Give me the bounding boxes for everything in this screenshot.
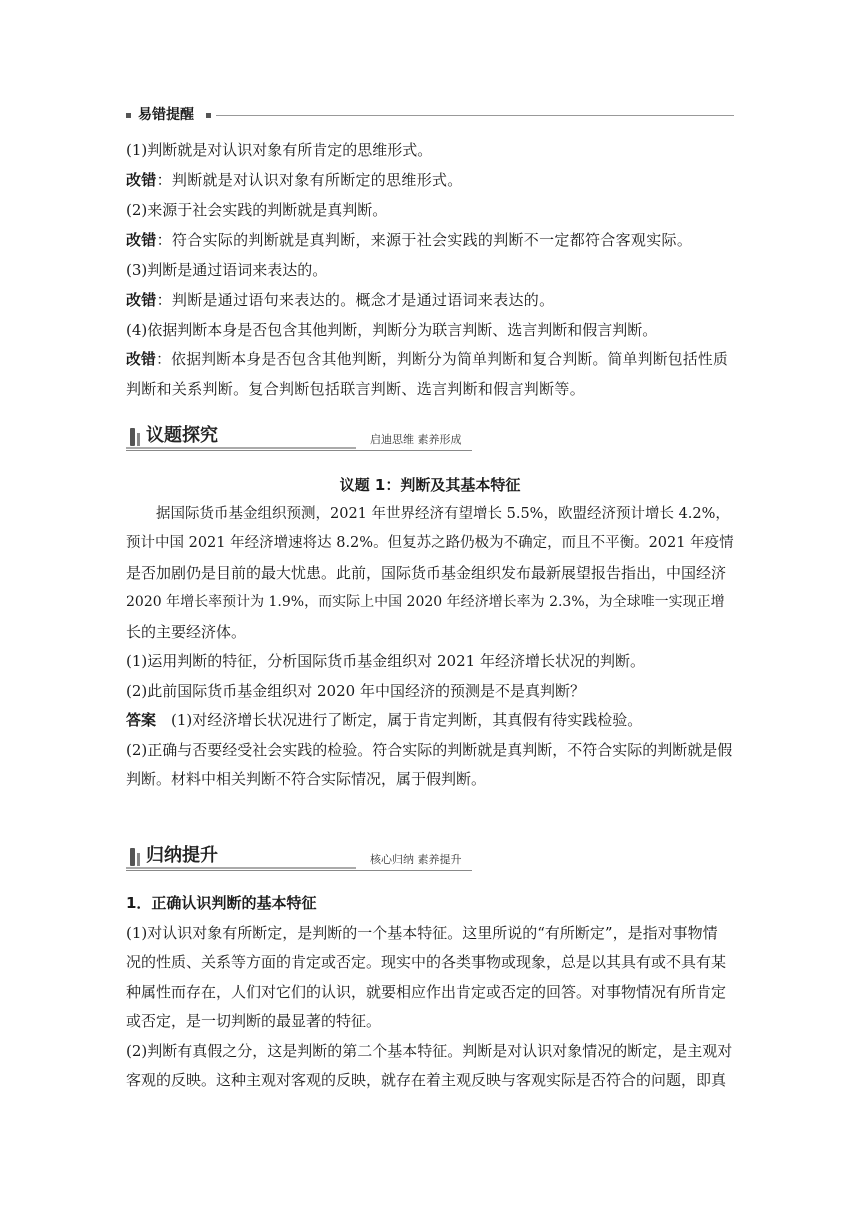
square-bullet-icon: [206, 113, 211, 118]
paragraph-line: 种属性而存在，人们对它们的认识，就要相应作出肯定或否定的回答。对事物情况有所肯定: [126, 983, 727, 1001]
tip-line: (2)来源于社会实践的判断就是真判断。: [126, 201, 388, 219]
topic-title: 议题 1：判断及其基本特征: [339, 476, 521, 494]
keyword-label: 答案: [126, 711, 157, 729]
answer-line: 答案 (1)对经济增长状况进行了断定，属于肯定判断，其真假有待实践检验。: [126, 711, 643, 729]
banner-bar-icon: [137, 433, 140, 446]
tip-correction-line: 改错：判断就是对认识对象有所断定的思维形式。: [126, 171, 463, 189]
question-line: (1)运用判断的特征，分析国际货币基金组织对 2021 年经济增长状况的判断。: [126, 652, 645, 670]
answer-line: (2)正确与否要经受社会实践的检验。符合实际的判断就是真判断，不符合实际的判断就是假: [126, 741, 733, 759]
banner-underline: [126, 867, 356, 869]
section-banner-summary: [126, 843, 472, 871]
keyword-label: 改错: [126, 351, 157, 368]
paragraph-line: 2020 年增长率预计为 1.9%，而实际上中国 2020 年经济增长率为 2.3%，为全球唯一实现正增: [126, 594, 725, 610]
tip-line: (3)判断是通过语词来表达的。: [126, 261, 328, 279]
banner-bar-icon: [137, 853, 140, 866]
paragraph-line: 长的主要经济体。: [126, 623, 247, 641]
paragraph-line: (2)判断有真假之分，这是判断的第二个基本特征。判断是对认识对象情况的断定，是主观对: [126, 1042, 733, 1060]
square-bullet-icon: [126, 113, 131, 118]
tip-correction-line: 判断和关系判断。复合判断包括联言判断、选言判断和假言判断等。: [126, 380, 586, 398]
tip-line: (4)依据判断本身是否包含其他判断，判断分为联言判断、选言判断和假言判断。: [126, 321, 658, 339]
tip-line: (1)判断就是对认识对象有所肯定的思维形式。: [126, 141, 433, 159]
tips-header-label: 易错提醒: [138, 107, 194, 123]
paragraph-line: 客观的反映。这种主观对客观的反映，就存在着主观反映与客观实际是否符合的问题，即真: [126, 1071, 727, 1089]
paragraph-line: 是否加剧仍是目前的最大忧患。此前，国际货币基金组织发布最新展望报告指出，中国经济: [126, 564, 727, 582]
paragraph-line: 据国际货币基金组织预测，2021 年世界经济有望增长 5.5%，欧盟经济预计增长 4.2%，: [156, 506, 730, 522]
tip-correction-line: 改错：依据判断本身是否包含其他判断，判断分为简单判断和复合判断。简单判断包括性质: [126, 351, 729, 368]
banner-underline: [126, 447, 356, 449]
tip-correction-line: 改错：判断是通过语句来表达的。概念才是通过语词来表达的。: [126, 291, 555, 309]
tip-correction-line: 改错：符合实际的判断就是真判断，来源于社会实践的判断不一定都符合客观实际。: [126, 231, 693, 249]
question-line: (2)此前国际货币基金组织对 2020 年中国经济的预测是不是真判断？: [126, 682, 585, 700]
banner-underline: [126, 870, 472, 871]
paragraph-line: 预计中国 2021 年经济增速将达 8.2%。但复苏之路仍极为不确定，而且不平衡。2021 年疫情: [126, 535, 734, 551]
summary-heading: 1．正确认识判断的基本特征: [126, 894, 317, 912]
banner-underline: [126, 450, 472, 451]
answer-line: 判断。材料中相关判断不符合实际情况，属于假判断。: [126, 770, 487, 788]
banner-bar-icon: [130, 428, 135, 446]
keyword-label: 改错: [126, 291, 157, 309]
keyword-label: 改错: [126, 231, 157, 249]
paragraph-line: 况的性质、关系等方面的肯定或否定。现实中的各类事物或现象，总是以其具有或不具有某: [126, 953, 727, 971]
section-title: 归纳提升: [146, 845, 218, 866]
section-title: 议题探究: [146, 425, 218, 446]
tips-header: [126, 105, 734, 125]
banner-bar-icon: [130, 848, 135, 866]
section-subtitle: 核心归纳 素养提升: [370, 853, 462, 866]
divider: [216, 115, 734, 116]
paragraph-line: (1)对认识对象有所断定，是判断的一个基本特征。这里所说的“有所断定”，是指对事物情: [126, 924, 718, 942]
section-subtitle: 启迪思维 素养形成: [370, 433, 462, 446]
paragraph-line: 或否定，是一切判断的最显著的特征。: [126, 1012, 382, 1030]
section-banner-inquiry: [126, 423, 472, 451]
keyword-label: 改错: [126, 171, 157, 189]
